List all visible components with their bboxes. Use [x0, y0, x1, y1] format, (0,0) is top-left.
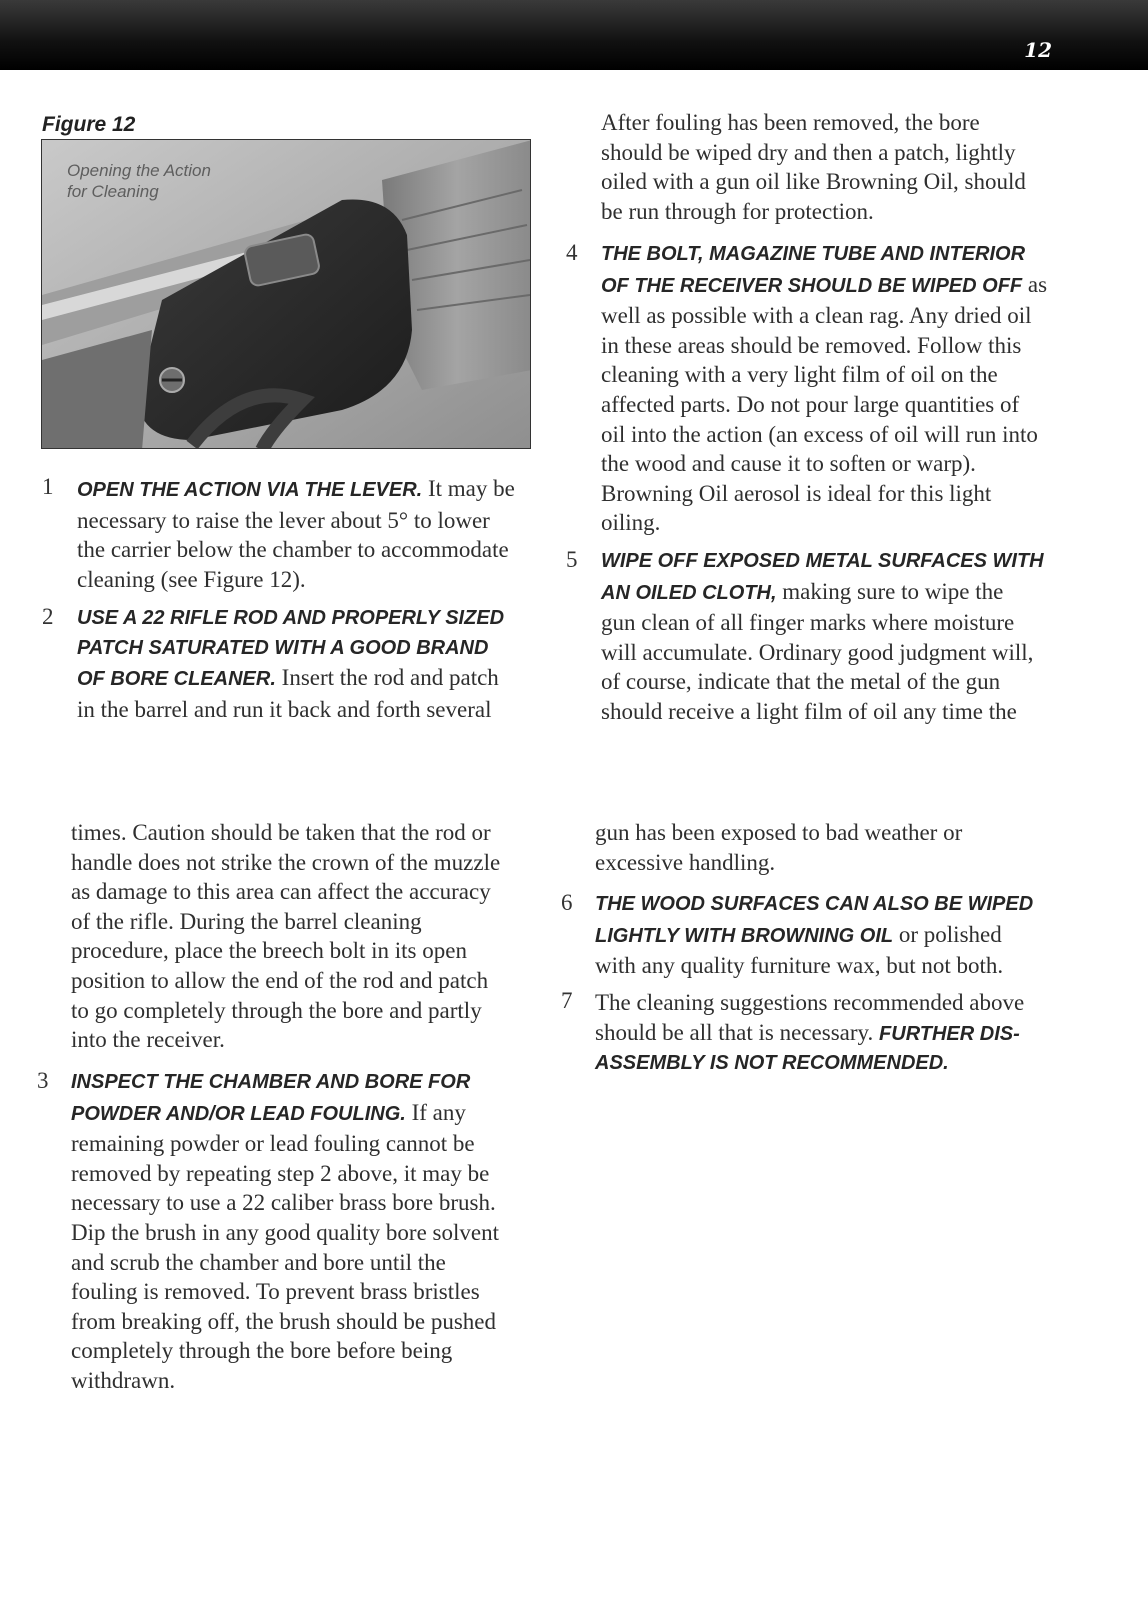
step-5-continued: gun has been exposed to bad weather or excessive handling.	[595, 820, 963, 875]
figure-label: Figure 12	[42, 113, 136, 136]
step-4: THE BOLT, MAGAZINE TUBE AND INTERIOR OF THE RECEIVER SHOULD BE WIPED OFF as well as possible with a clean rag. Any dried oil in these areas should be removed. Follow this cleaning with a very light film of oil on the affected parts. Do not pour large quantities of oil into the action (an excess of oil will run into the wood and cause it to soften or warp). Browning Oil aerosol is ideal for this light oiling.	[601, 243, 1048, 536]
page-number: 12	[1024, 38, 1052, 62]
step-number-5: 5	[566, 547, 578, 572]
step-number-2: 2	[42, 604, 54, 629]
step-1: OPEN THE ACTION VIA THE LEVER. It may be necessary to raise the lever about 5° to lower the carrier below the chamber to accommodate cleaning (see Figure 12).	[77, 476, 515, 592]
header-bar	[0, 0, 1148, 70]
step-5: WIPE OFF EXPOSED METAL SURFACES WITH AN OILED CLOTH, making sure to wipe the gun clean of all finger marks where moisture will accumulate. Ordinary good judgment will, of course, indicate that the metal of the gun should receive a light film of oil any time the	[601, 550, 1044, 724]
step-1-heading: OPEN THE ACTION VIA THE LEVER.	[77, 479, 423, 501]
step-3: INSPECT THE CHAMBER AND BORE FOR POWDER AND/OR LEAD FOULING. If any remaining powder or lead fouling cannot be removed by repeating step 2 above, it may be necessary to use a 22 caliber brass bore brush. Dip the brush in any good quality bore solvent and scrub the chamber and bore until the fouling is removed. To prevent brass bristles from breaking off, the brush should be pushed completely through the bore before being withdrawn.	[71, 1071, 499, 1393]
figure-caption: Opening the Action for Cleaning	[67, 161, 211, 201]
step-number-6: 6	[561, 890, 573, 915]
step-7: The cleaning suggestions recommended above should be all that is necessary. FURTHER DIS- ASSEMBLY IS NOT RECOMMENDED.	[595, 990, 1025, 1075]
step-2: USE A 22 RIFLE ROD AND PROPERLY SIZED PATCH SATURATED WITH A GOOD BRAND OF BORE CLEANER. Insert the rod and patch in the barrel and run it back and forth several	[77, 607, 505, 722]
step-number-1: 1	[42, 474, 54, 499]
figure-photo	[41, 139, 531, 449]
step-6: THE WOOD SURFACES CAN ALSO BE WIPED LIGHTLY WITH BROWNING OIL or polished with any quality furniture wax, but not both.	[595, 893, 1034, 979]
step-number-3: 3	[37, 1068, 49, 1093]
step-2-continued: times. Caution should be taken that the rod or handle does not strike the crown of the muzzle as damage to this area can affect the accuracy of the rifle. During the barrel cleaning procedure, place the breech bolt in its open position to allow the end of the rod and patch to go completely through the bore and partly into the receiver.	[71, 820, 501, 1053]
step-number-4: 4	[566, 240, 578, 265]
step-number-7: 7	[561, 988, 573, 1013]
right-intro-paragraph: After fouling has been removed, the bore should be wiped dry and then a patch, lightly oiled with a gun oil like Browning Oil, should be run through for protection.	[601, 110, 1026, 224]
